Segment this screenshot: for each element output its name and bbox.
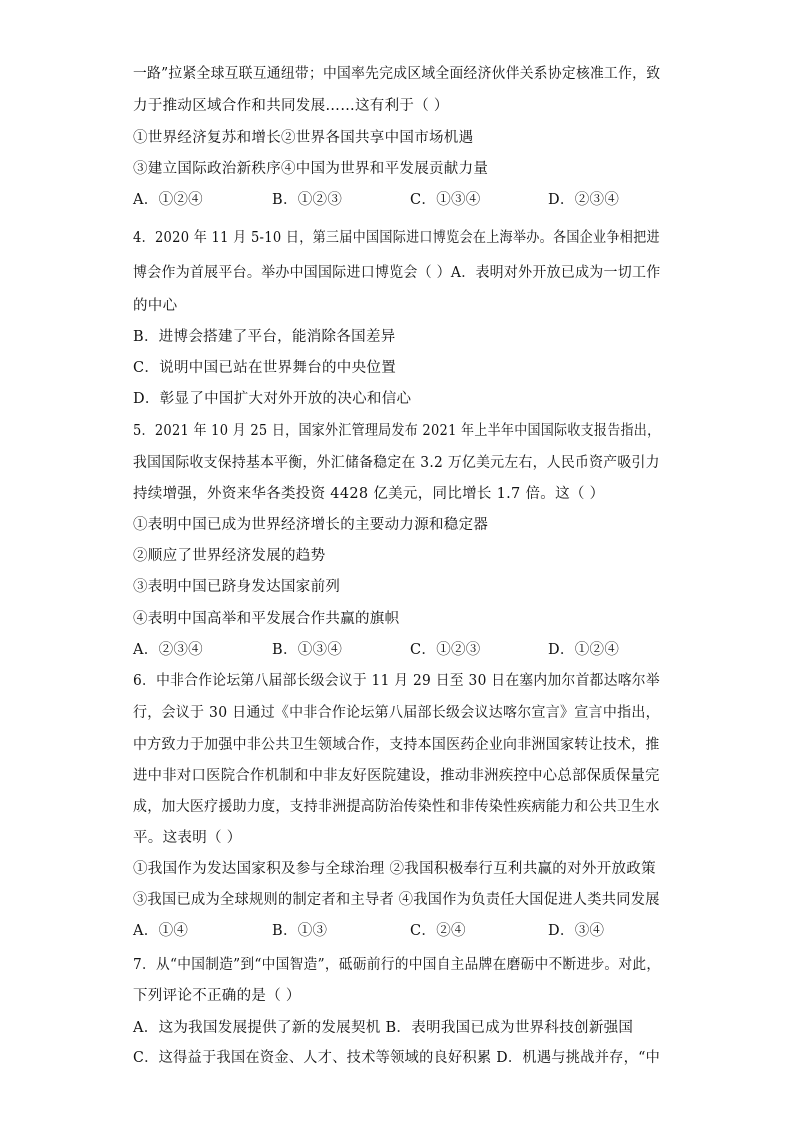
q6-statements-3-4: ③我国已成为全球规则的制定者和主导者 ④我国作为负责任大国促进人类共同发展 <box>133 892 660 908</box>
q3-stem-line-1: 一路”拉紧全球互联互通纽带；中国率先完成区域全面经济伙伴关系协定核准工作，致 <box>133 66 661 82</box>
q6-option-a: A．①④ <box>133 923 189 939</box>
q6-stem-line-6: 平。这表明（ ） <box>133 830 242 846</box>
q6-statements-1-2: ①我国作为发达国家积及参与全球治理 ②我国积极奉行互利共赢的对外开放政策 <box>133 861 656 877</box>
q5-statement-4: ④表明中国高举和平发展合作共赢的旗帜 <box>133 611 400 627</box>
q3-stem-line-2: 力于推动区域合作和共同发展……这有利于（ ） <box>133 98 449 114</box>
q5-stem-line-1: 5．2021 年 10 月 25 日，国家外汇管理局发布 2021 年上半年中国国际收支报告指出， <box>133 423 661 439</box>
q6-option-d: D．③④ <box>548 923 605 939</box>
q3-option-c: C．①③④ <box>410 192 481 208</box>
q4-stem-line-3: 的中心 <box>133 298 178 314</box>
q4-option-b: B．进博会搭建了平台，能消除各国差异 <box>133 329 396 345</box>
q3-statement-3-4: ③建立国际政治新秩序④中国为世界和平发展贡献力量 <box>133 161 489 177</box>
q4-stem-line-1: 4．2020 年 11 月 5-10 日，第三届中国国际进口博览会在上海举办。各国企业争相把进 <box>133 230 660 246</box>
q6-stem-line-5: 成，加大医疗援助力度，支持非洲提高防治传染性和非传染性疾病能力和公共卫生水 <box>133 799 660 815</box>
q5-statement-3: ③表明中国已跻身发达国家前列 <box>133 579 341 595</box>
q5-stem-line-3: 持续增强，外资来华各类投资 4428 亿美元，同比增长 1.7 倍。这（ ） <box>133 486 605 502</box>
q3-option-b: B．①②③ <box>272 192 343 208</box>
q7-options-a-b: A．这为我国发展提供了新的发展契机 B．表明我国已成为世界科技创新强国 <box>133 1020 634 1036</box>
q7-stem-line-2: 下列评论不正确的是（ ） <box>133 988 301 1004</box>
q5-statement-2: ②顺应了世界经济发展的趋势 <box>133 548 326 564</box>
q5-option-c: C．①②③ <box>410 642 481 658</box>
q5-option-d: D．①②④ <box>548 642 620 658</box>
q4-option-c: C．说明中国已站在世界舞台的中央位置 <box>133 360 396 376</box>
q6-stem-line-1: 6．中非合作论坛第八届部长级会议于 11 月 29 日至 30 日在塞内加尔首都达喀尔举 <box>133 673 660 689</box>
q6-option-c: C．②④ <box>410 923 466 939</box>
q3-option-d: D．②③④ <box>548 192 620 208</box>
q6-stem-line-3: 中方致力于加强中非公共卫生领域合作，支持本国医药企业向非洲国家转让技术，推 <box>133 737 660 753</box>
q3-statement-1-2: ①世界经济复苏和增长②世界各国共享中国市场机遇 <box>133 130 474 146</box>
q7-options-c-d: C．这得益于我国在资金、人才、技术等领域的良好积累 D．机遇与挑战并存，“中 <box>133 1050 661 1066</box>
q3-option-a: A．①②④ <box>133 192 203 208</box>
q4-option-d: D．彰显了中国扩大对外开放的决心和信心 <box>133 391 412 407</box>
q7-stem-line-1: 7．从“中国制造”到“中国智造”，砥砺前行的中国自主品牌在磨砺中不断进步。对此， <box>133 957 661 973</box>
q5-option-a: A．②③④ <box>133 642 203 658</box>
q4-stem-line-2: 博会作为首展平台。举办中国国际进口博览会（ ）A．表明对外开放已成为一切工作 <box>133 265 661 281</box>
q6-stem-line-2: 行，会议于 30 日通过《中非合作论坛第八届部长级会议达喀尔宣言》宣言中指出， <box>133 705 660 721</box>
q5-option-b: B．①③④ <box>272 642 343 658</box>
q6-option-b: B．①③ <box>272 923 328 939</box>
q5-stem-line-2: 我国国际收支保持基本平衡，外汇储备稳定在 3.2 万亿美元左右，人民币资产吸引力 <box>133 455 660 471</box>
q5-statement-1: ①表明中国已成为世界经济增长的主要动力源和稳定器 <box>133 517 489 533</box>
q6-stem-line-4: 进中非对口医院合作机制和中非友好医院建设，推动非洲疾控中心总部保质保量完 <box>133 768 660 784</box>
